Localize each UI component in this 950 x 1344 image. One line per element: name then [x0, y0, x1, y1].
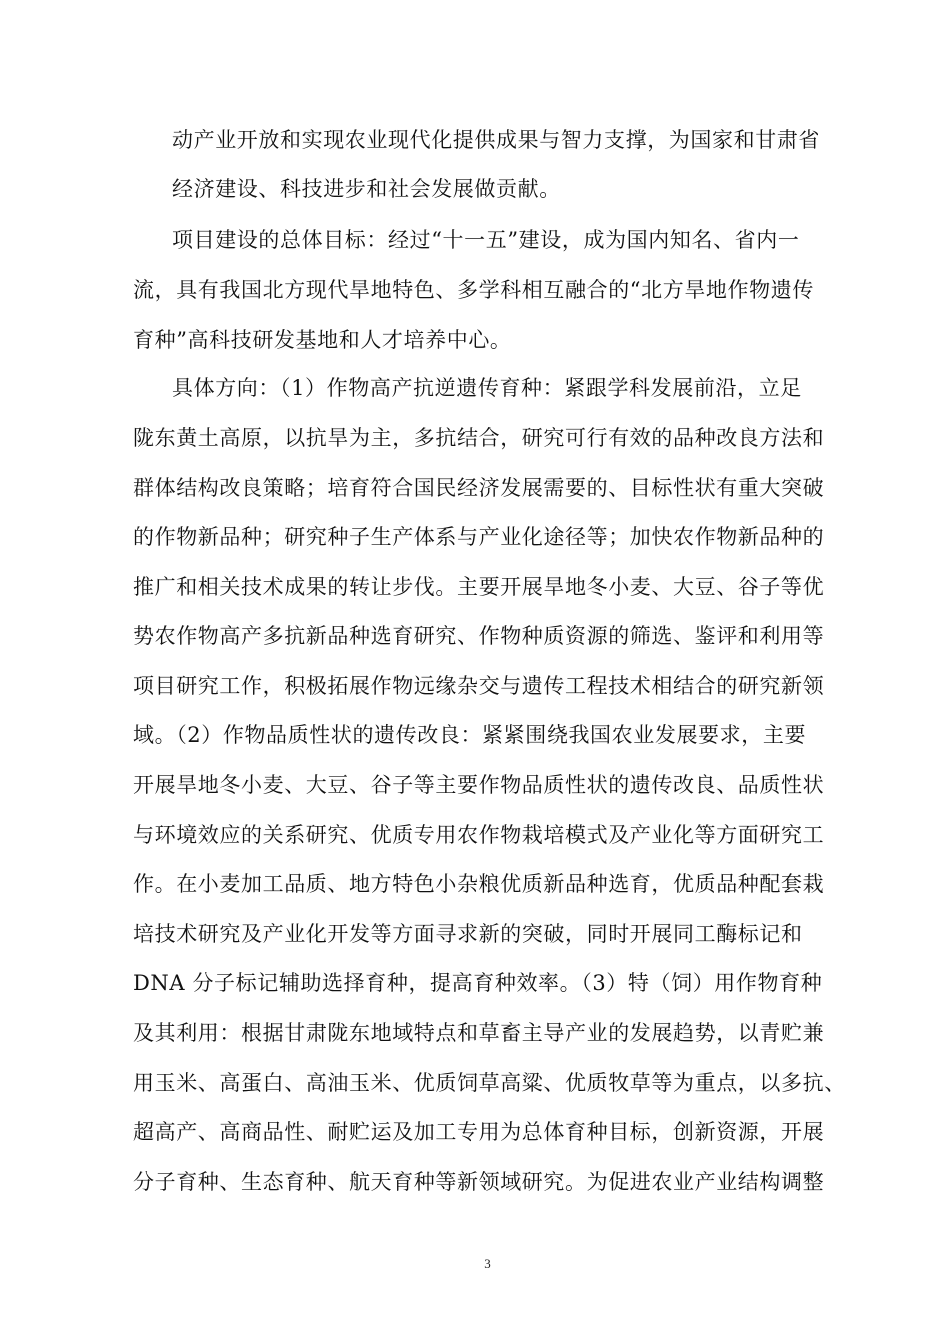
text-line: 的作物新品种；研究种子生产体系与产业化途径等；加快农作物新品种的	[133, 525, 825, 549]
paragraph-start-line: 项目建设的总体目标：经过“十一五”建设，成为国内知名、省内一	[172, 228, 800, 252]
text-line: 培技术研究及产业化开发等方面寻求新的突破，同时开展同工酶标记和	[133, 922, 803, 946]
text-line: 动产业开放和实现农业现代化提供成果与智力支撑，为国家和甘肃省	[172, 128, 820, 152]
text-line: 陇东黄土高原，以抗旱为主，多抗结合，研究可行有效的品种改良方法和	[133, 426, 825, 450]
text-line: 推广和相关技术成果的转让步伐。主要开展旱地冬小麦、大豆、谷子等优	[133, 575, 825, 599]
text-line: 群体结构改良策略；培育符合国民经济发展需要的、目标性状有重大突破	[133, 476, 825, 500]
page-number: 3	[484, 1256, 491, 1271]
text-line: 流，具有我国北方现代旱地特色、多学科相互融合的“北方旱地作物遗传	[133, 278, 814, 302]
text-line: DNA 分子标记辅助选择育种，提高育种效率。（3）特（饲）用作物育种	[133, 971, 823, 995]
text-line: 域。（2）作物品质性状的遗传改良：紧紧围绕我国农业发展要求，主要	[133, 723, 807, 747]
text-line: 经济建设、科技进步和社会发展做贡献。	[172, 177, 561, 201]
text-line: 项目研究工作，积极拓展作物远缘杂交与遗传工程技术相结合的研究新领	[133, 674, 825, 698]
text-line: 超高产、高商品性、耐贮运及加工专用为总体育种目标，创新资源，开展	[133, 1120, 825, 1144]
text-line: 及其利用：根据甘肃陇东地域特点和草畜主导产业的发展趋势，以青贮兼	[133, 1021, 825, 1045]
text-line: 用玉米、高蛋白、高油玉米、优质饲草高粱、优质牧草等为重点，以多抗、	[133, 1071, 846, 1095]
text-line: 开展旱地冬小麦、大豆、谷子等主要作物品质性状的遗传改良、品质性状	[133, 773, 825, 797]
text-line: 与环境效应的关系研究、优质专用农作物栽培模式及产业化等方面研究工	[133, 823, 825, 847]
text-line: 分子育种、生态育种、航天育种等新领域研究。为促进农业产业结构调整	[133, 1170, 825, 1194]
text-line: 育种”高科技研发基地和人才培养中心。	[133, 328, 512, 352]
text-line: 势农作物高产多抗新品种选育研究、作物种质资源的筛选、鉴评和利用等	[133, 624, 825, 648]
text-line: 作。在小麦加工品质、地方特色小杂粮优质新品种选育，优质品种配套栽	[133, 872, 825, 896]
paragraph-start-line: 具体方向：（1）作物高产抗逆遗传育种：紧跟学科发展前沿，立足	[172, 376, 802, 400]
